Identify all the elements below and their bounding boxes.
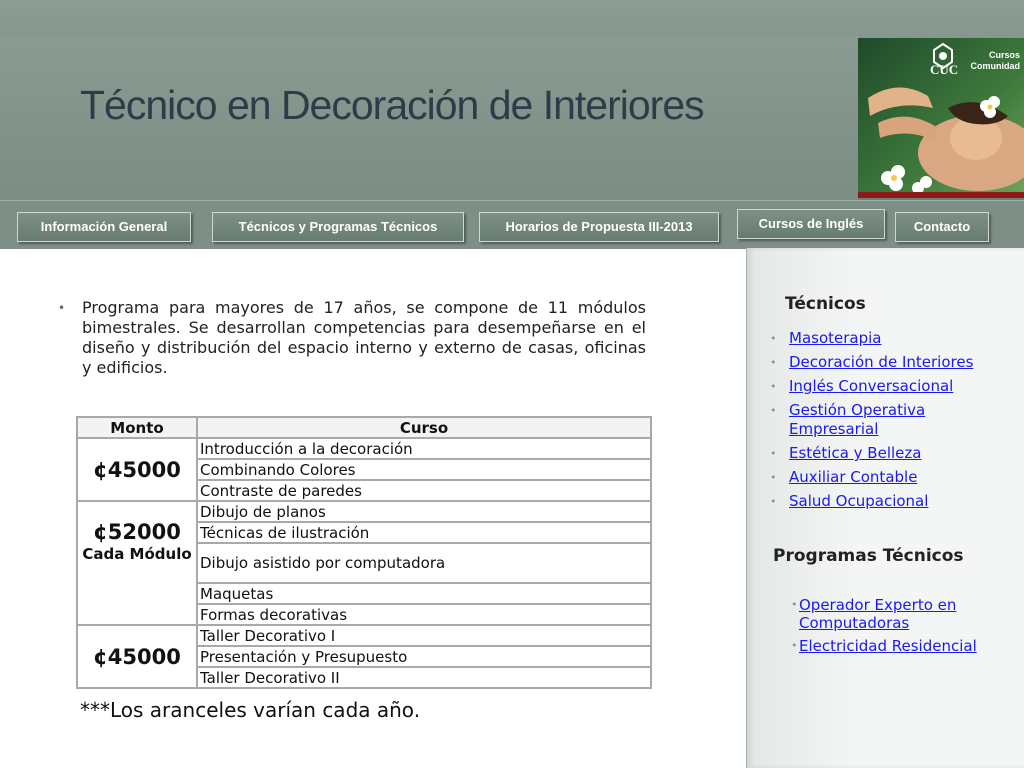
price-value: ¢45000 <box>93 457 181 482</box>
photo-caption-line: Comunidad <box>970 61 1020 71</box>
list-item <box>759 468 989 487</box>
tecnicos-list <box>759 329 989 516</box>
price-note: Cada Módulo <box>82 545 192 563</box>
price-cell <box>77 625 197 688</box>
course-cell: Formas decorativas <box>197 604 651 625</box>
fees-footnote: ***Los aranceles varían cada año. <box>80 698 421 722</box>
list-item <box>771 596 995 632</box>
intro-text: Programa para mayores de 17 años, se compone de 11 módulos bimestrales. Se desarrollan competencias para desempeñarse en el diseño y distribución del espacio interno y externo de casas, oficinas y edificios. <box>82 298 646 377</box>
course-cell: Maquetas <box>197 583 651 604</box>
list-item <box>759 329 989 348</box>
link-ingles-conversacional[interactable]: Inglés Conversacional <box>789 377 954 395</box>
list-item <box>759 492 989 511</box>
page-title: Técnico en Decoración de Interiores <box>80 82 704 128</box>
courses-table <box>76 416 652 689</box>
table-header-row <box>77 417 651 438</box>
bullet-icon: • <box>58 301 66 315</box>
course-cell: Presentación y Presupuesto <box>197 646 651 667</box>
link-operador-experto[interactable]: Operador Experto en Computadoras <box>799 596 957 632</box>
course-cell: Taller Decorativo I <box>197 625 651 646</box>
link-gestion-operativa[interactable]: Gestión Operativa Empresarial <box>789 401 926 438</box>
price-cell <box>77 438 197 501</box>
list-item <box>759 401 989 439</box>
intro-bullet <box>58 298 646 378</box>
link-auxiliar-contable[interactable]: Auxiliar Contable <box>789 468 918 486</box>
photo-caption <box>971 50 1021 72</box>
price-value: ¢45000 <box>93 644 181 669</box>
link-decoracion-interiores[interactable]: Decoración de Interiores <box>789 353 974 371</box>
nav-horarios[interactable]: Horarios de Propuesta III-2013 <box>479 212 719 242</box>
column-header: Curso <box>197 417 651 438</box>
link-electricidad-residencial[interactable]: Electricidad Residencial <box>799 637 977 655</box>
sidebar-heading-tecnicos: Técnicos <box>785 294 866 314</box>
bullet-icon: • <box>770 404 777 417</box>
bullet-icon: • <box>770 447 777 460</box>
course-cell: Contraste de paredes <box>197 480 651 501</box>
table-row <box>77 501 651 522</box>
table-row <box>77 625 651 646</box>
photo-caption-line: Cursos <box>988 50 1020 60</box>
course-cell: Taller Decorativo II <box>197 667 651 688</box>
sidebar <box>746 248 1024 768</box>
nav-contacto[interactable]: Contacto <box>895 212 989 242</box>
bullet-icon: • <box>770 471 777 484</box>
price-value: ¢52000 <box>93 520 181 544</box>
column-header: Monto <box>77 417 197 438</box>
nav-tecnicos-programas[interactable]: Técnicos y Programas Técnicos <box>212 212 464 242</box>
link-masoterapia[interactable]: Masoterapia <box>789 329 882 347</box>
bullet-icon: • <box>791 639 798 652</box>
course-cell: Dibujo de planos <box>197 501 651 522</box>
list-item <box>759 444 989 463</box>
nav-informacion-general[interactable]: Información General <box>17 212 191 242</box>
course-cell: Técnicas de ilustración <box>197 522 651 543</box>
course-cell: Dibujo asistido por computadora <box>197 543 651 583</box>
table-row <box>77 438 651 459</box>
list-item <box>771 637 1021 655</box>
bullet-icon: • <box>770 356 777 369</box>
nav-bar <box>0 200 1024 249</box>
bullet-icon: • <box>770 332 777 345</box>
link-estetica-belleza[interactable]: Estética y Belleza <box>789 444 922 462</box>
price-cell <box>77 501 197 625</box>
link-salud-ocupacional[interactable]: Salud Ocupacional <box>789 492 929 510</box>
list-item <box>759 377 989 396</box>
bullet-icon: • <box>770 380 777 393</box>
header-photo <box>858 38 1024 198</box>
nav-cursos-ingles[interactable]: Cursos de Inglés <box>737 209 885 239</box>
programas-list <box>771 596 1021 660</box>
course-cell: Introducción a la decoración <box>197 438 651 459</box>
sidebar-heading-programas: Programas Técnicos <box>773 546 964 566</box>
course-cell: Combinando Colores <box>197 459 651 480</box>
list-item <box>759 353 989 372</box>
bullet-icon: • <box>791 598 798 611</box>
bullet-icon: • <box>770 495 777 508</box>
logo-text: CUC <box>930 62 959 77</box>
